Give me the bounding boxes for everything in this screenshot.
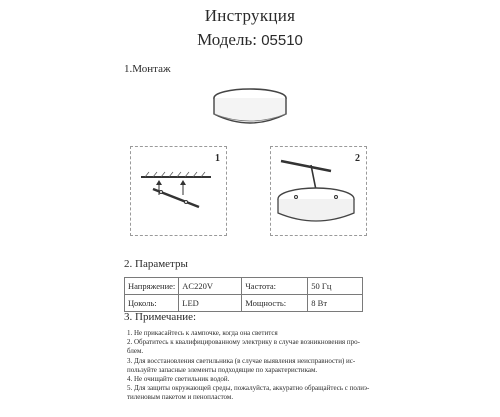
param-value: AC220V bbox=[179, 278, 242, 295]
lamp-attach-illustration bbox=[271, 147, 366, 235]
param-label: Цоколь: bbox=[125, 295, 179, 312]
section-mounting-title: 1.Монтаж bbox=[124, 63, 171, 75]
table-row bbox=[125, 278, 363, 295]
mounting-step-1-figure bbox=[130, 146, 227, 236]
bracket-mounting-illustration bbox=[131, 147, 226, 235]
param-label: Напряжение: bbox=[125, 278, 179, 295]
mounting-step-2-figure bbox=[270, 146, 367, 236]
step-2-number: 2 bbox=[355, 153, 360, 164]
section-parameters-title: 2. Параметры bbox=[124, 258, 188, 270]
parameters-table bbox=[124, 277, 363, 312]
table-row bbox=[125, 295, 363, 312]
lamp-illustration bbox=[205, 84, 295, 134]
param-value: 8 Вт bbox=[308, 295, 363, 312]
section-notes-title: 3. Примечание: bbox=[124, 311, 197, 323]
note-line: 5. Для защиты окружающей среды, пожалуйста, аккуратно обращайтесь с полиэ- bbox=[127, 384, 370, 393]
note-line: 4. Не очищайте светильник водой. bbox=[127, 375, 230, 384]
param-label: Частота: bbox=[242, 278, 308, 295]
note-line: пользуйте запасные элементы подходящие по характеристикам. bbox=[127, 365, 318, 374]
note-line: 3. Для восстановления светильника (в случае выявления неисправности) ис- bbox=[127, 356, 356, 365]
model-line bbox=[0, 30, 500, 50]
note-line: тиленовым пакетом и пенопластом. bbox=[127, 393, 234, 402]
document-title: Инструкция bbox=[204, 6, 296, 25]
note-line: блем. bbox=[127, 347, 144, 356]
param-value: LED bbox=[179, 295, 242, 312]
model-number: 05510 bbox=[261, 32, 303, 49]
param-value: 50 Гц bbox=[308, 278, 363, 295]
note-line: 2. Обратитесь к квалифицированному электрику в случае возникновения про- bbox=[127, 338, 360, 347]
model-label: Модель: bbox=[197, 30, 257, 49]
notes-list bbox=[127, 329, 377, 403]
note-line: 1. Не прикасайтесь к лампочке, когда она светится bbox=[127, 329, 278, 337]
param-label: Мощность: bbox=[242, 295, 308, 312]
step-1-number: 1 bbox=[215, 153, 220, 164]
